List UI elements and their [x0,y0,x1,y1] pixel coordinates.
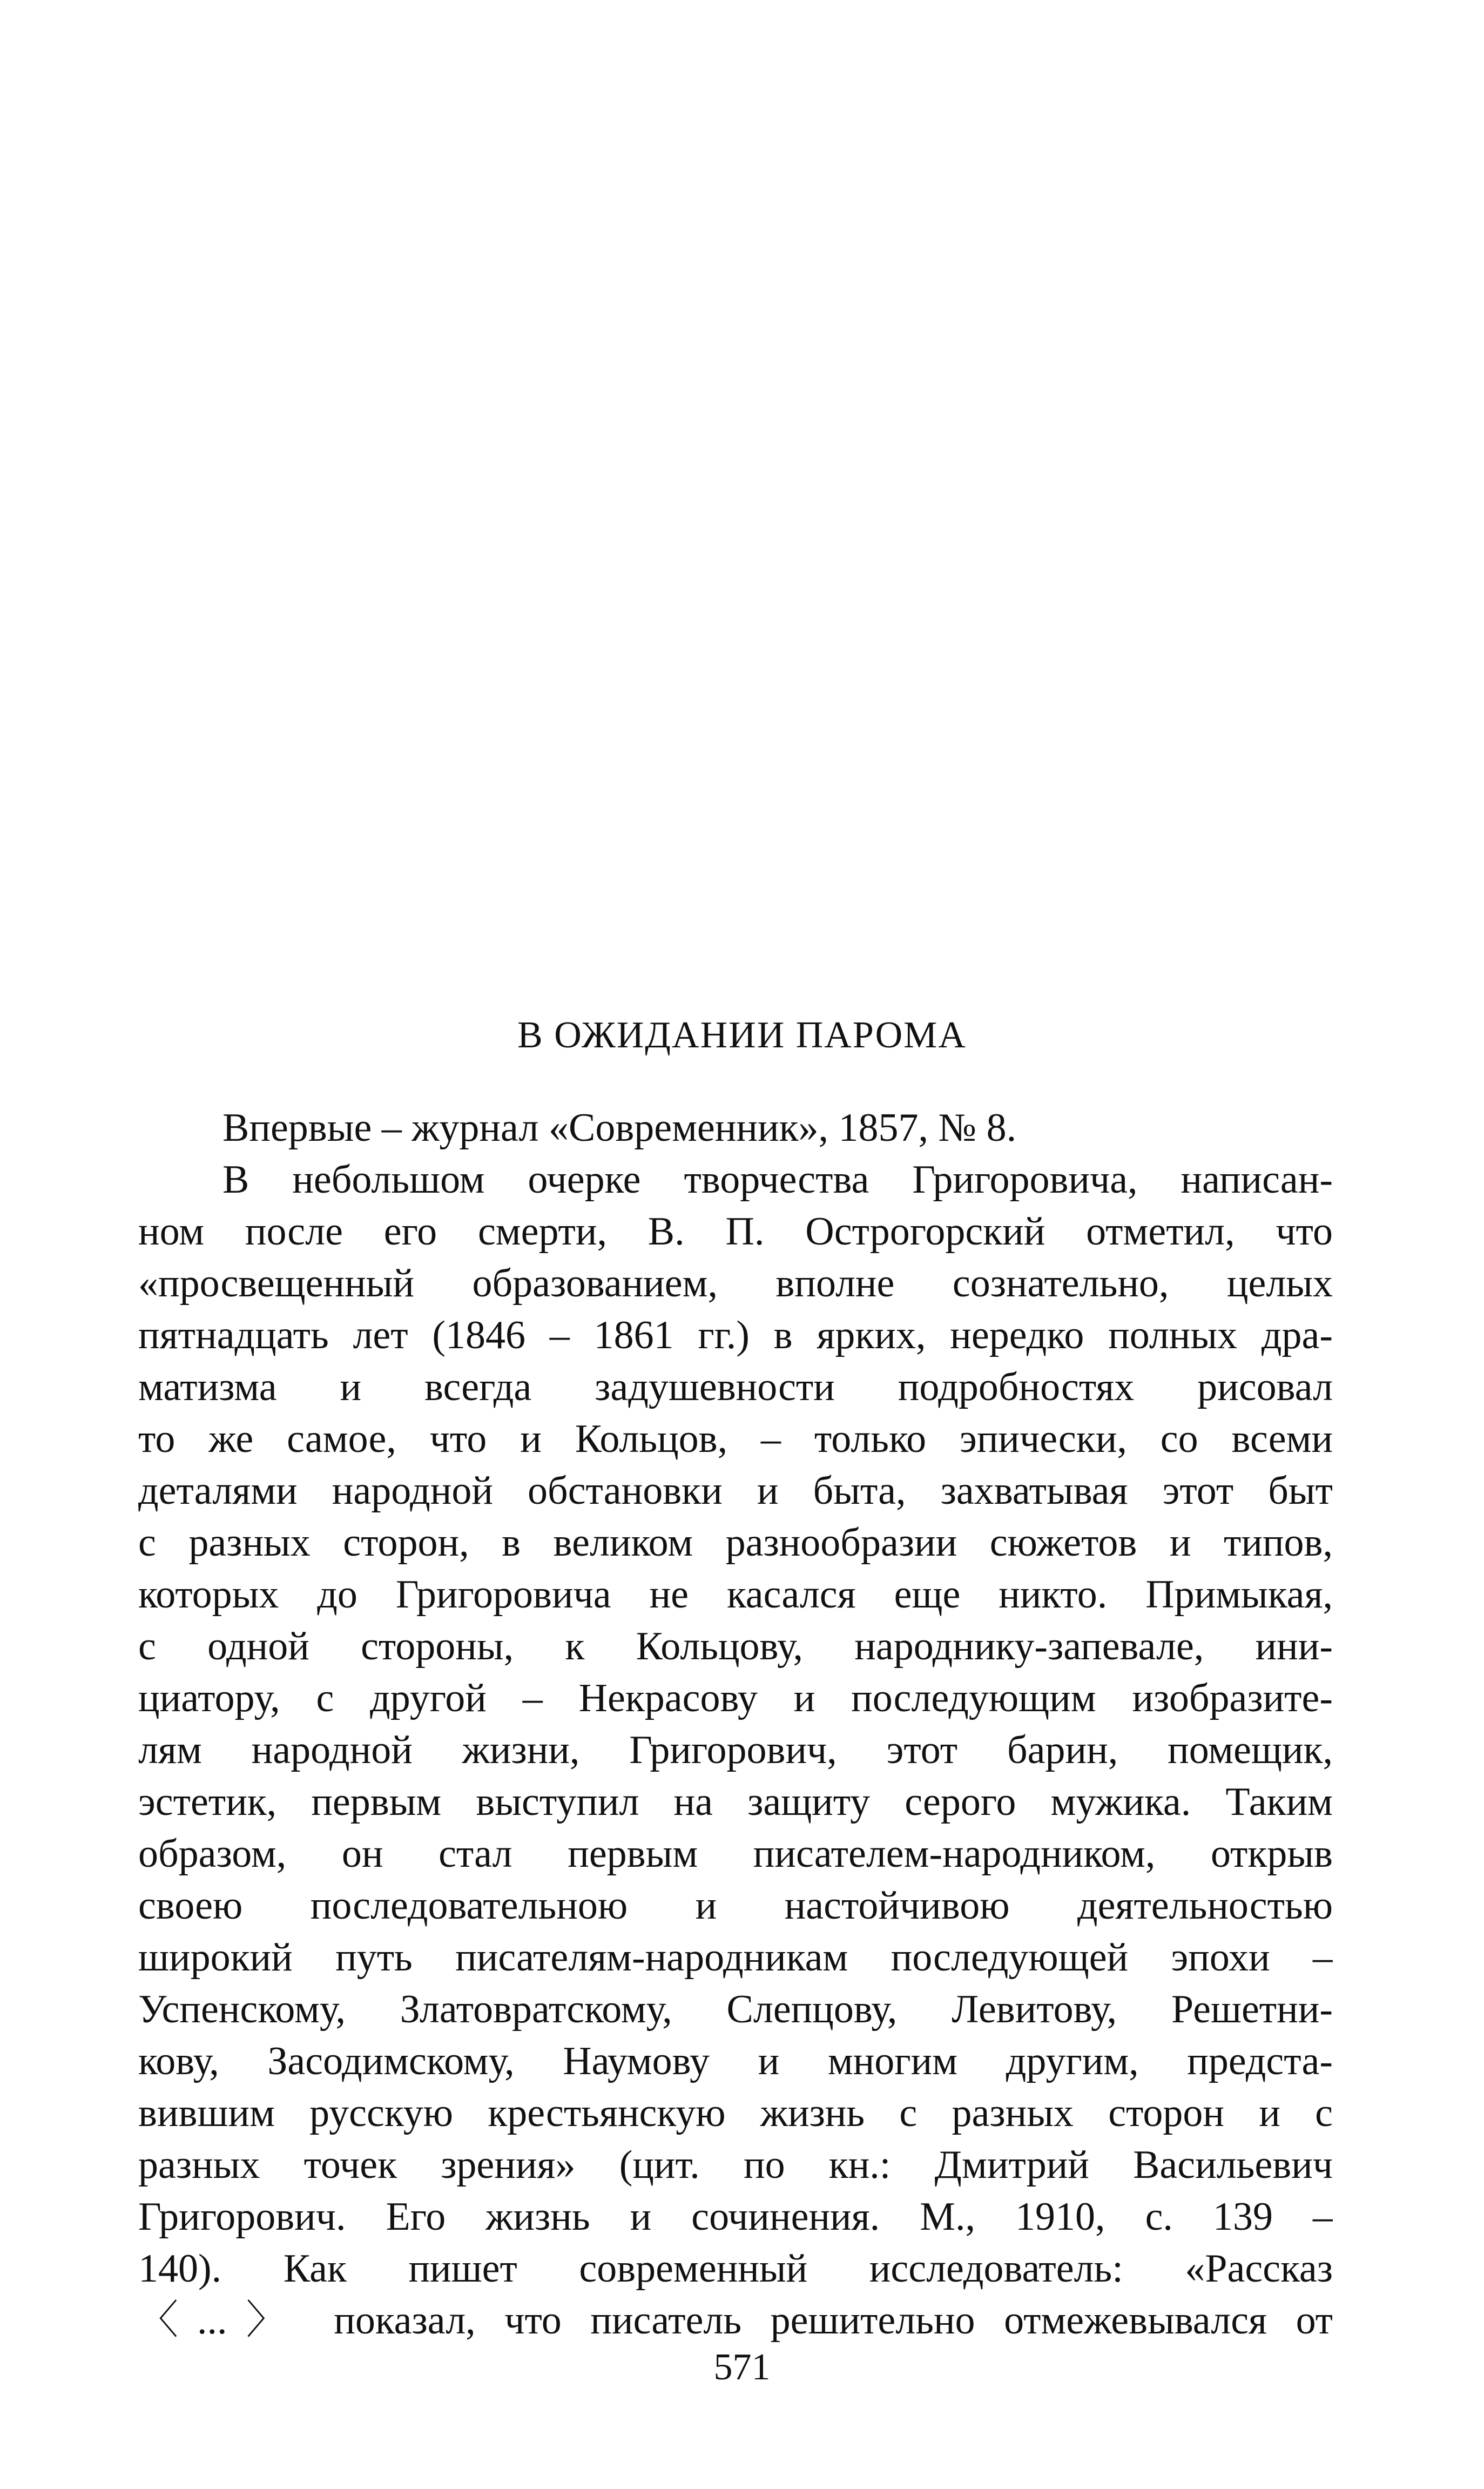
text-line: деталями народной обстановки и быта, захватывая этот быт [138,1469,1333,1513]
text-line: пятнадцать лет (1846 – 1861 гг.) в ярких, нередко полных дра- [138,1313,1333,1357]
text-line: с разных сторон, в великом разнообразии сюжетов и типов, [138,1521,1333,1565]
text-line: 140). Как пишет современный исследователь: «Рассказ [138,2246,1333,2291]
text-line: Впервые – журнал «Современник», 1857, № 8. [222,1106,1017,1150]
text-line: «просвещенный образованием, вполне сознательно, целых [138,1261,1333,1306]
text-line: 〈...〉 показал, что писатель решительно отмежевывался от [138,2298,1333,2343]
text-line: матизма и всегда задушевности подробностях рисовал [138,1365,1333,1409]
text-line: кову, Засодимскому, Наумову и многим другим, предста- [138,2039,1333,2083]
text-line: В небольшом очерке творчества Григоровича, написан- [222,1158,1333,1202]
section-title: В ОЖИДАНИИ ПАРОМА [517,1014,967,1056]
text-line: которых до Григоровича не касался еще никто. Примыкая, [138,1572,1333,1617]
text-line: Успенскому, Златовратскому, Слепцову, Левитову, Решетни- [138,1987,1333,2031]
text-line: широкий путь писателям-народникам последующей эпохи – [138,1935,1333,1980]
text-line: циатору, с другой – Некрасову и последующим изобразите- [138,1676,1333,1720]
commentary-text [138,1102,1333,2346]
text-line: то же самое, что и Кольцов, – только эпически, со всеми [138,1417,1333,1461]
text-line: Григорович. Его жизнь и сочинения. М., 1910, с. 139 – [138,2195,1333,2239]
text-line: своею последовательною и настойчивою деятельностью [138,1883,1333,1928]
text-line: эстетик, первым выступил на защиту серого мужика. Таким [138,1780,1333,1824]
text-line: ном после его смерти, В. П. Острогорский отметил, что [138,1209,1333,1254]
text-line: лям народной жизни, Григорович, этот барин, помещик, [138,1728,1333,1772]
text-line: образом, он стал первым писателем-народником, открыв [138,1832,1333,1876]
text-line: с одной стороны, к Кольцову, народнику-запевале, ини- [138,1624,1333,1669]
text-line: разных точек зрения» (цит. по кн.: Дмитрий Васильевич [138,2143,1333,2187]
text-line: вившим русскую крестьянскую жизнь с разных сторон и с [138,2091,1333,2135]
page-number: 571 [713,2346,771,2388]
